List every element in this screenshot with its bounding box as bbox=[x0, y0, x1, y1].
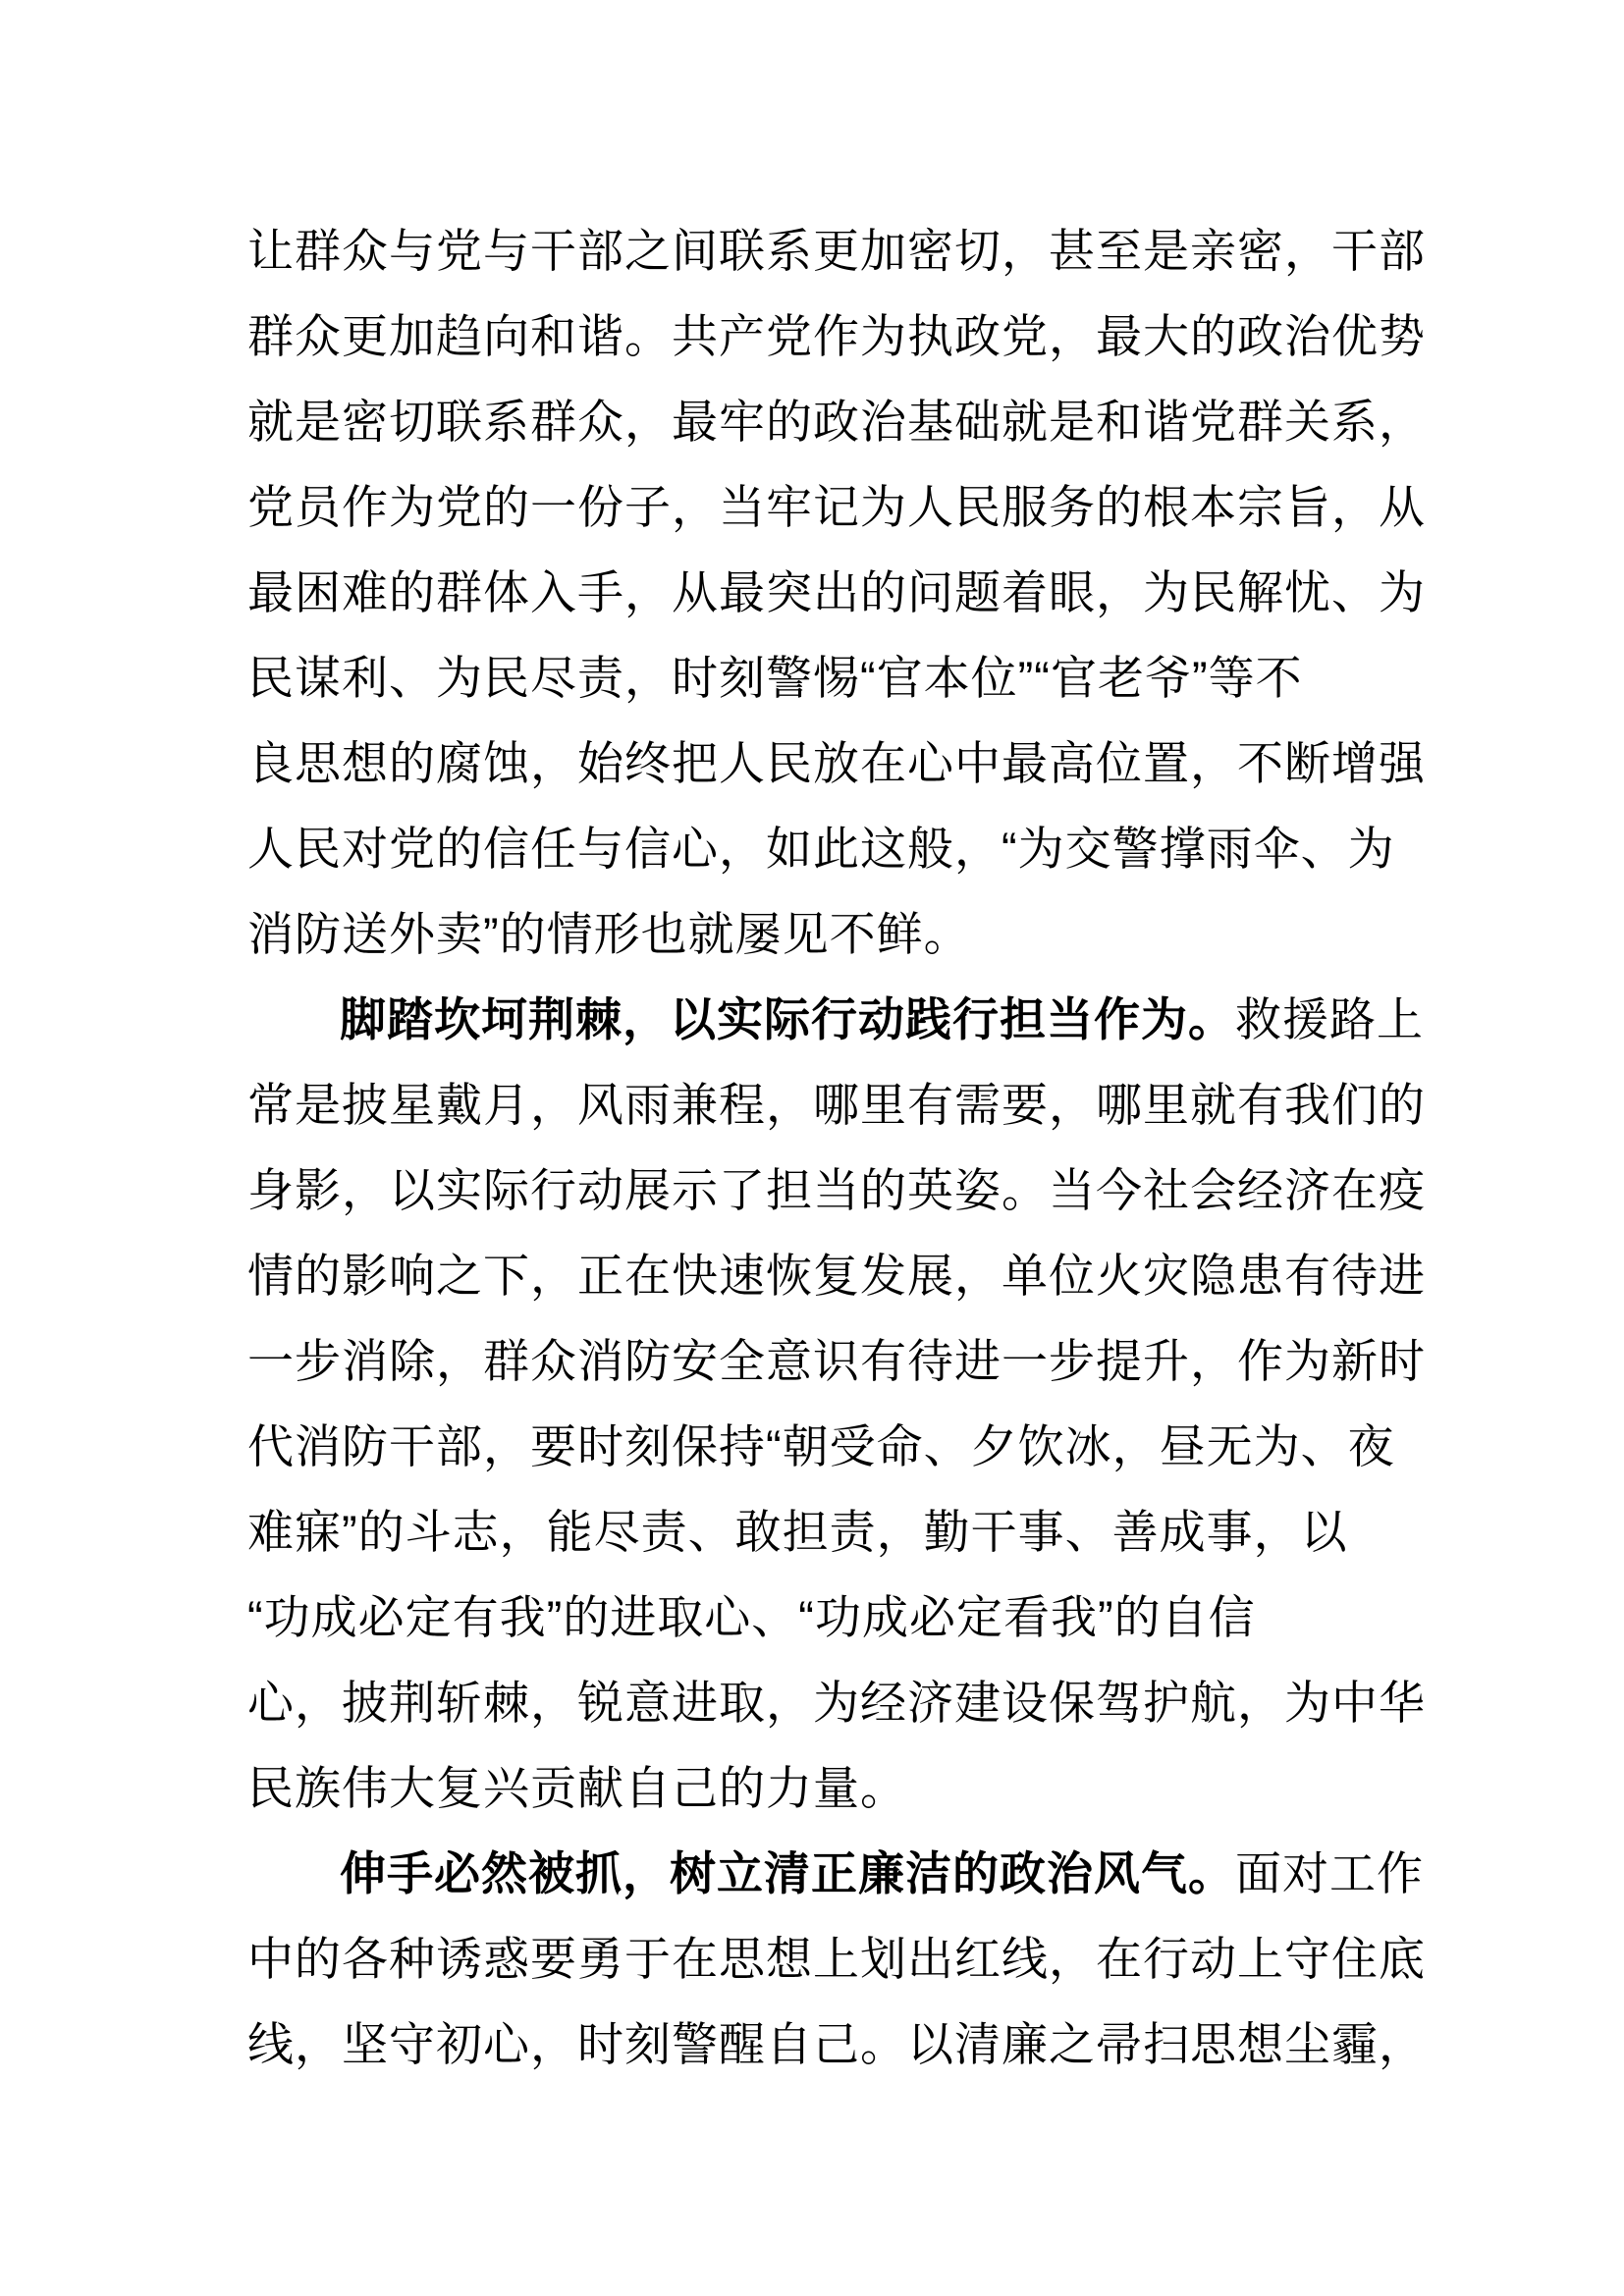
document-line bbox=[247, 1916, 1426, 2002]
document-line bbox=[247, 1404, 1395, 1489]
text-run: 救援路上 bbox=[1235, 993, 1424, 1045]
text-run: 消防送外卖”的情形也就屡见不鲜。 bbox=[247, 908, 971, 960]
document-line bbox=[247, 635, 1349, 721]
document-line bbox=[247, 1062, 1426, 1148]
text-run: 一步消除，群众消防安全意识有待进一步提升，作为新时 bbox=[247, 1335, 1426, 1387]
text-run: “功成必定有我”的进取心、“功成必定看我”的自信 bbox=[247, 1591, 1256, 1643]
text-run: 线，坚守初心，时刻警醒自己。以清廉之帚扫思想尘霾， bbox=[247, 2018, 1426, 2070]
document-line bbox=[247, 1745, 1349, 1831]
document-line bbox=[247, 464, 1426, 550]
document-line bbox=[247, 806, 1395, 891]
text-run: 让群众与党与干部之间联系更加密切，甚至是亲密，干部 bbox=[247, 225, 1426, 277]
text-run-bold: 脚踏坎坷荆棘，以实际行动践行担当作为。 bbox=[340, 993, 1235, 1045]
document-line bbox=[247, 1489, 1349, 1575]
document-line bbox=[247, 977, 1424, 1062]
document-line bbox=[247, 1148, 1426, 1233]
text-run: 中的各种诱惑要勇于在思想上划出红线，在行动上守住底 bbox=[247, 1933, 1426, 1985]
document-line bbox=[247, 1831, 1424, 1916]
text-run-bold: 伸手必然被抓，树立清正廉洁的政治风气。 bbox=[340, 1847, 1235, 1899]
text-body bbox=[247, 208, 1426, 2087]
text-run: 代消防干部，要时刻保持“朝受命、夕饮冰，昼无为、夜 bbox=[247, 1420, 1395, 1472]
text-run: 情的影响之下，正在快速恢复发展，单位火灾隐患有待进 bbox=[247, 1250, 1426, 1302]
text-run: 民谋利、为民尽责，时刻警惕“官本位”“官老爷”等不 bbox=[247, 652, 1303, 704]
text-run: 就是密切联系群众，最牢的政治基础就是和谐党群关系， bbox=[247, 396, 1426, 448]
text-run: 党员作为党的一份子，当牢记为人民服务的根本宗旨，从 bbox=[247, 481, 1426, 533]
text-run: 常是披星戴月，风雨兼程，哪里有需要，哪里就有我们的 bbox=[247, 1079, 1426, 1131]
document-line bbox=[247, 2002, 1426, 2087]
text-run: 群众更加趋向和谐。共产党作为执政党，最大的政治优势 bbox=[247, 310, 1426, 362]
document-line bbox=[247, 891, 1349, 977]
document-line bbox=[247, 721, 1426, 806]
document-line bbox=[247, 1575, 1349, 1660]
text-run: 民族伟大复兴贡献自己的力量。 bbox=[247, 1762, 907, 1814]
text-run: 心，披荆斩棘，锐意进取，为经济建设保驾护航，为中华 bbox=[247, 1677, 1426, 1729]
text-run: 难寐”的斗志，能尽责、敢担责，勤干事、善成事，以 bbox=[247, 1506, 1348, 1558]
document-line bbox=[247, 379, 1426, 464]
document-line bbox=[247, 550, 1426, 635]
text-run: 最困难的群体入手，从最突出的问题着眼，为民解忧、为 bbox=[247, 566, 1426, 618]
text-run: 身影，以实际行动展示了担当的英姿。当今社会经济在疫 bbox=[247, 1164, 1426, 1216]
document-line bbox=[247, 294, 1426, 379]
text-run: 人民对党的信任与信心，如此这般，“为交警撑雨伞、为 bbox=[247, 823, 1395, 875]
document-line bbox=[247, 1233, 1426, 1318]
text-run: 良思想的腐蚀，始终把人民放在心中最高位置，不断增强 bbox=[247, 737, 1426, 789]
document-line bbox=[247, 1660, 1426, 1745]
document-line bbox=[247, 1318, 1426, 1404]
document-line bbox=[247, 208, 1426, 294]
text-run: 面对工作 bbox=[1235, 1847, 1424, 1899]
